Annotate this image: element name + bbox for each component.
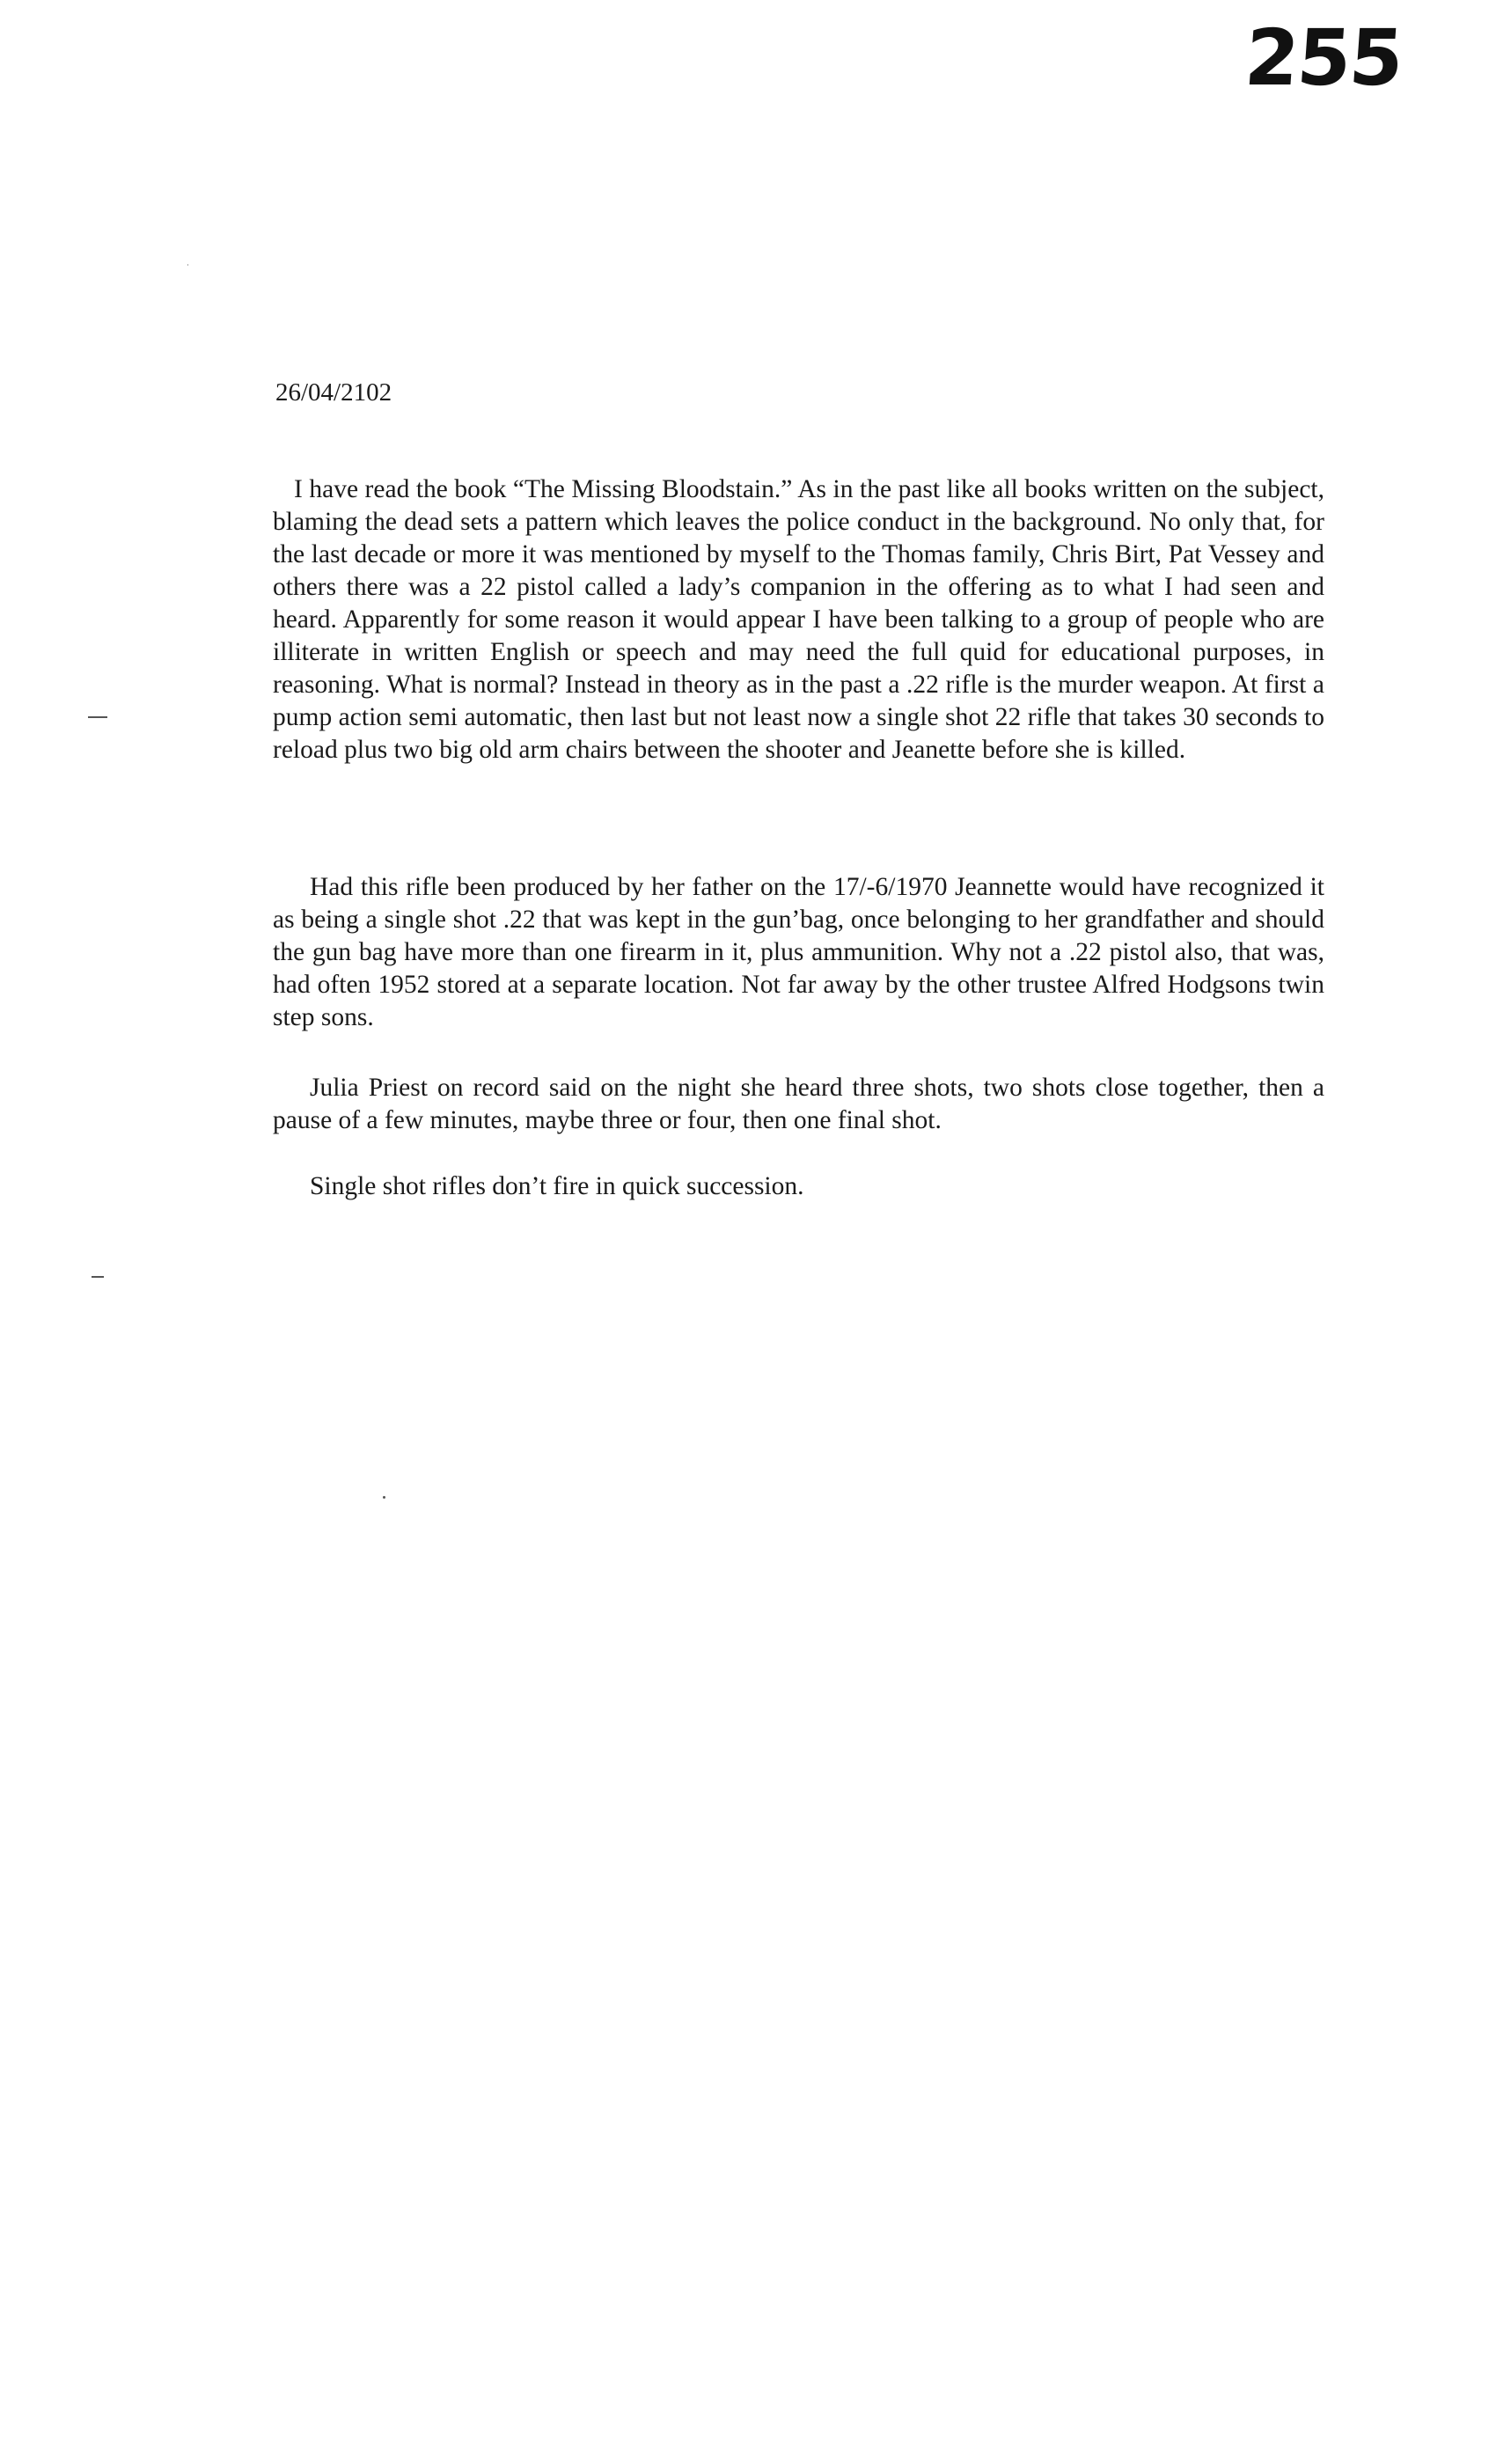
scan-speck [187, 264, 188, 266]
paragraph: Julia Priest on record said on the night she heard three shots, two shots close together, then a pause of a few minutes, maybe three or four, then one final shot. [273, 1073, 1324, 1134]
margin-mark [92, 1276, 104, 1278]
paragraph: Had this rifle been produced by her father on the 17/-6/1970 Jeannette would have recognized it as being a single shot .22 that was kept in the gun’bag, once belonging to her grandfather and should the gun bag have more than one firearm in it, plus ammunition. Why not a .22 pistol also, that was, had often 1952 stored at a separate location. Not far away by the other trustee Alfred Hodgsons twin step sons. [273, 872, 1324, 1031]
page-number: 255 [1242, 12, 1405, 103]
paragraph: Single shot rifles don’t fire in quick succession. [310, 1171, 804, 1200]
margin-mark [88, 716, 107, 718]
paragraph: I have read the book “The Missing Bloodstain.” As in the past like all books written on the subject, blaming the dead sets a pattern which leaves the police conduct in the background. No only that, for the last decade or more it was mentioned by myself to the Thomas family, Chris Birt, Pat Vessey and others there was a 22 pistol called a lady’s companion in the offering as to what I had seen and heard. Apparently for some reason it would appear I have been talking to a group of people who are illiterate in written English or speech and may need the full quid for educational purposes, in reasoning. What is normal? Instead in theory as in the past a .22 rifle is the murder weapon. At first a pump action semi automatic, then last but not least now a single shot 22 rifle that takes 30 seconds to reload plus two big old arm chairs between the shooter and Jeanette before she is killed. [273, 474, 1324, 764]
letter-date: 26/04/2102 [275, 378, 392, 407]
scan-speck [383, 1496, 385, 1499]
